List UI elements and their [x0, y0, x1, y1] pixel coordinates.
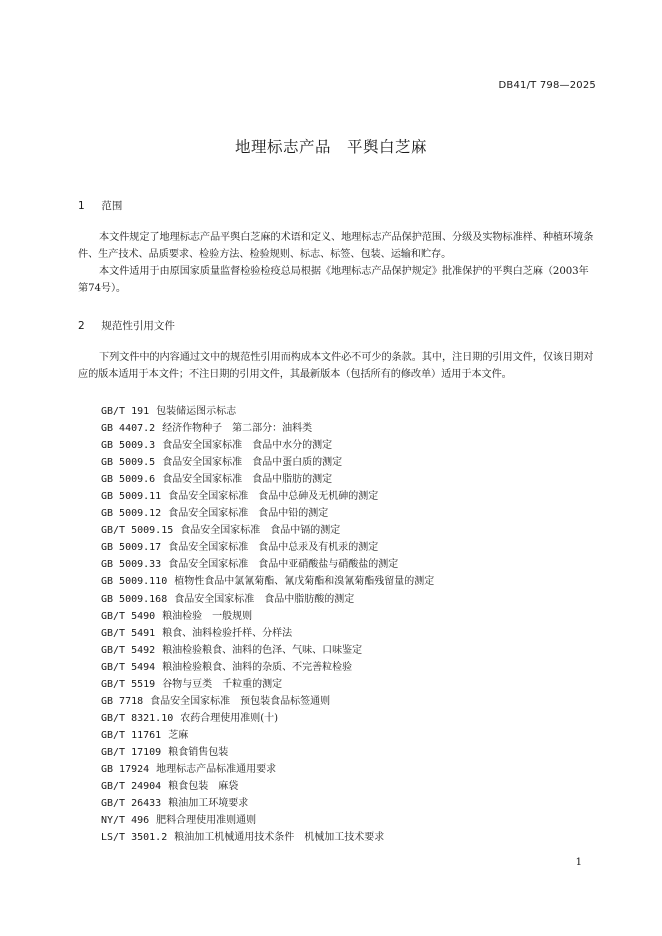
reference-item [101, 573, 434, 590]
reference-item [101, 795, 434, 812]
reference-code: GB/T 11761 [101, 729, 162, 741]
reference-title: 农药合理使用准则(十) [180, 712, 279, 724]
reference-title: 植物性食品中氯氰菊酯、氰戊菊酯和溴氰菊酯残留量的测定 [174, 576, 435, 588]
reference-item [101, 812, 434, 829]
reference-code: GB 5009.33 [101, 559, 162, 571]
scope-paragraph-2: 本文件适用于由原国家质量监督检验检疫总局根据《地理标志产品保护规定》批准保护的平舆白芝麻（2003年第74号）。 [78, 266, 589, 294]
reference-code: GB/T 8321.10 [101, 712, 174, 724]
reference-item [101, 505, 434, 522]
reference-item [101, 659, 434, 676]
reference-code: GB/T 5490 [101, 610, 156, 622]
reference-code: GB/T 191 [101, 406, 150, 417]
reference-title: 食品安全国家标准 食品中总汞及有机汞的测定 [168, 542, 379, 554]
reference-code: GB 5009.110 [101, 576, 168, 588]
reference-code: GB 5009.6 [101, 474, 156, 486]
reference-item [101, 625, 434, 642]
scope-paragraph-1: 本文件规定了地理标志产品平舆白芝麻的术语和定义、地理标志产品保护范围、分级及实物标准样、种植环境条件、生产技术、品质要求、检验方法、检验规则、标志、标签、包装、运输和贮存。 [78, 232, 594, 260]
reference-code: GB 5009.3 [101, 440, 156, 452]
reference-code: GB 7718 [101, 695, 144, 707]
reference-code: GB 5009.11 [101, 491, 162, 503]
reference-title: 粮油检验粮食、油料的杂质、不完善粒检验 [162, 661, 353, 673]
reference-code: GB/T 17109 [101, 746, 162, 758]
reference-item [101, 642, 434, 659]
reference-title: 粮油加工环境要求 [168, 798, 249, 810]
reference-title: 肥料合理使用准则通则 [156, 815, 257, 827]
reference-item [101, 556, 434, 573]
section-heading-scope [78, 198, 122, 213]
reference-title: 食品安全国家标准 食品中铅的测定 [168, 508, 329, 520]
reference-title: 食品安全国家标准 预包装食品标签通则 [150, 695, 331, 707]
reference-item [101, 676, 434, 693]
reference-item [101, 488, 434, 505]
reference-title: 粮油加工机械通用技术条件 机械加工技术要求 [174, 832, 385, 844]
section-number: 1 [78, 200, 85, 212]
references-intro-paragraph: 下列文件中的内容通过文中的规范性引用而构成本文件必不可少的条款。其中，注日期的引用文件，仅该日期对应的版本适用于本文件；不注日期的引用文件，其最新版本（包括所有的修改单）适用于本文件。 [78, 352, 594, 380]
reference-title: 食品安全国家标准 食品中水分的测定 [162, 440, 333, 452]
reference-item [101, 403, 434, 420]
reference-item [101, 522, 434, 539]
reference-item [101, 710, 434, 727]
reference-item [101, 761, 434, 778]
reference-title: 粮食包装 麻袋 [168, 781, 239, 793]
reference-code: LS/T 3501.2 [101, 832, 168, 844]
reference-code: GB/T 5009.15 [101, 525, 174, 537]
reference-item [101, 591, 434, 608]
reference-title: 食品安全国家标准 食品中镉的测定 [180, 525, 341, 537]
reference-item [101, 693, 434, 710]
reference-title: 谷物与豆类 千粒重的测定 [162, 678, 283, 690]
reference-item [101, 744, 434, 761]
standard-code: DB41/T 798—2025 [498, 80, 596, 91]
reference-code: GB/T 24904 [101, 781, 162, 793]
reference-item [101, 471, 434, 488]
reference-item [101, 437, 434, 454]
reference-title: 地理标志产品标准通用要求 [156, 763, 277, 775]
reference-code: NY/T 496 [101, 815, 150, 827]
reference-item [101, 608, 434, 625]
reference-code: GB/T 5494 [101, 661, 156, 673]
reference-code: GB 17924 [101, 763, 150, 775]
page-number: 1 [575, 857, 582, 868]
reference-list [101, 403, 434, 846]
reference-title: 食品安全国家标准 食品中脂肪酸的测定 [174, 593, 355, 605]
reference-title: 芝麻 [168, 729, 189, 741]
reference-item [101, 829, 434, 846]
reference-title: 食品安全国家标准 食品中脂肪的测定 [162, 474, 333, 486]
reference-title: 食品安全国家标准 食品中亚硝酸盐与硝酸盐的测定 [168, 559, 399, 571]
section-number: 2 [78, 320, 85, 332]
document-title: 地理标志产品 平舆白芝麻 [234, 138, 427, 156]
reference-title: 粮油检验粮食、油料的色泽、气味、口味鉴定 [162, 644, 363, 656]
reference-code: GB/T 5519 [101, 678, 156, 690]
reference-code: GB 4407.2 [101, 423, 156, 435]
reference-item [101, 778, 434, 795]
reference-item [101, 420, 434, 437]
reference-title: 经济作物种子 第二部分：油料类 [162, 423, 313, 435]
reference-code: GB/T 26433 [101, 798, 162, 810]
reference-title: 粮油检验 一般规则 [162, 610, 253, 622]
reference-item [101, 539, 434, 556]
reference-code: GB 5009.168 [101, 593, 168, 605]
reference-code: GB/T 5491 [101, 627, 156, 639]
reference-title: 粮食、油料检验扦样、分样法 [162, 627, 293, 639]
reference-title: 食品安全国家标准 食品中蛋白质的测定 [162, 457, 343, 469]
section-title: 规范性引用文件 [101, 320, 175, 332]
reference-title: 粮食销售包装 [168, 746, 229, 758]
reference-item [101, 454, 434, 471]
reference-code: GB 5009.17 [101, 542, 162, 554]
reference-code: GB 5009.12 [101, 508, 162, 520]
section-heading-normative-references [78, 318, 175, 333]
reference-title: 食品安全国家标准 食品中总砷及无机砷的测定 [168, 491, 379, 503]
reference-title: 包装储运图示标志 [156, 406, 237, 417]
reference-code: GB 5009.5 [101, 457, 156, 469]
reference-item [101, 727, 434, 744]
section-title: 范围 [101, 200, 123, 212]
reference-code: GB/T 5492 [101, 644, 156, 656]
